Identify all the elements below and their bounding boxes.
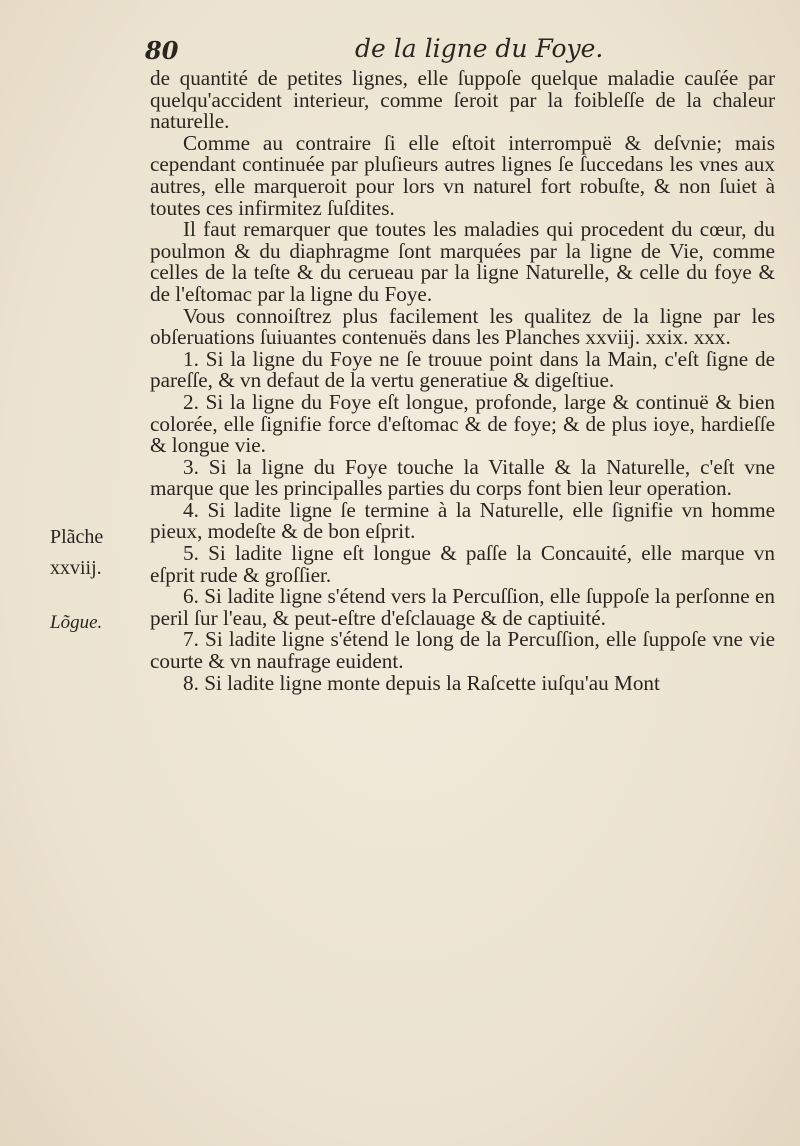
paragraph: de quantité de petites lignes, elle ſuppoſe quelque maladie cauſée par quelqu'accident interieur, comme ſeroit par la foibleſſe de la chaleur naturelle.: [150, 66, 775, 134]
margin-note-planche: Plãche: [50, 526, 104, 548]
margin-note-planche-number: xxviij.: [50, 557, 102, 579]
list-item: 7. Si ladite ligne s'étend le long de la Percuſſion, elle ſuppoſe vne vie courte & vn naufrage euident.: [150, 627, 775, 674]
list-item: 1. Si la ligne du Foye ne ſe trouue point dans la Main, c'eſt ſigne de pareſſe, & vn defaut de la vertu generatiue & digeſtiue.: [150, 346, 775, 393]
paragraph: Vous connoiſtrez plus facilement les qualitez de la ligne par les obſeruations ſuiuantes contenuës dans les Planches xxviij. xxix. xxx.: [150, 303, 775, 350]
body-text: [150, 68, 775, 694]
paragraph: Comme au contraire ſi elle eſtoit interrompuë & deſvnie; mais cependant continuée par pluſieurs autres lignes ſe ſuccedans les vnes aux autres, elle marqueroit pour lors vn naturel fort robuſte, & non ſuiet à toutes ces infirmitez ſuſdites.: [150, 130, 775, 220]
list-item: 4. Si ladite ligne ſe termine à la Naturelle, elle ſignifie vn homme pieux, modeſte & de bon eſprit.: [150, 497, 775, 544]
list-item: 5. Si ladite ligne eſt longue & paſſe la Concauité, elle marque vn eſprit rude & groſſier.: [150, 541, 775, 587]
list-item: 2. Si la ligne du Foye eſt longue, profonde, large & continuë & bien colorée, elle ſignifie force d'eſtomac & de foye; & de plus ioye, hardieſſe & longue vie.: [150, 389, 775, 458]
page-number: 80: [145, 36, 179, 65]
list-item: 8. Si ladite ligne monte depuis la Raſcette iuſqu'au Mont: [183, 670, 660, 695]
margin-note-longue: Lõgue.: [50, 612, 103, 633]
page-header: [145, 34, 785, 68]
paragraph: Il faut remarquer que toutes les maladies qui procedent du cœur, du poulmon & du diaphragme ſont marquées par la ligne de Vie, comme celles de la teſte & du cerueau par la ligne Naturelle, & celle du foye & de l'eſtomac par la ligne du Foye.: [150, 217, 775, 306]
running-head: de la ligne du Foye.: [355, 34, 604, 63]
list-item: 6. Si ladite ligne s'étend vers la Percuſſion, elle ſuppoſe la perſonne en peril ſur l'eau, & peut-eſtre d'eſclauage & de captiuité.: [150, 584, 775, 630]
list-item: 3. Si la ligne du Foye touche la Vitalle & la Naturelle, c'eſt vne marque que les principalles parties du corps font bien leur operation.: [150, 454, 775, 501]
